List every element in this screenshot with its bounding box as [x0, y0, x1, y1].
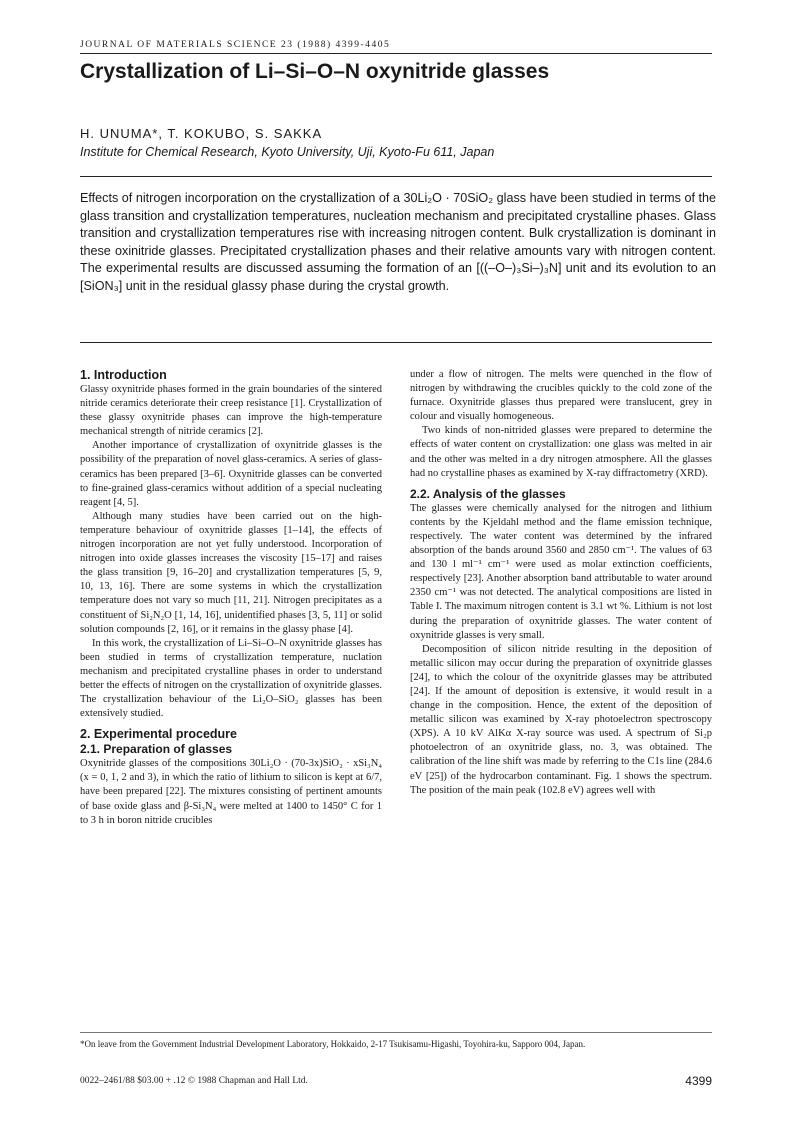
- author-list: H. UNUMA*, T. KOKUBO, S. SAKKA: [80, 126, 323, 141]
- copyright-line: 0022–2461/88 $03.00 + .12 © 1988 Chapman and Hall Ltd.: [80, 1076, 308, 1086]
- body-paragraph: Decomposition of silicon nitride resulting in the deposition of metallic silicon may occur during the preparation of oxynitride glasses [24], to which the colour of the oxynitride glasses may be attributed [24]. If the amount of deposition is extensive, it would result in a change in the composition. Hence, the extent of the deposition of metallic silicon was examined by X-ray photoelectron spectroscopy (XPS). A 10 kV AlKα X-ray source was used. A spectrum of Si₂p photoelectron of an oxynitride glass, no. 3, was obtained. The calibration of the line shift was made by referring to the C1s line (284.6 eV [25]) of the hydrocarbon contaminant. Fig. 1 shows the spectrum. The position of the main peak (102.8 eV) agrees well with: [410, 643, 712, 796]
- body-paragraph: Two kinds of non-nitrided glasses were prepared to determine the effects of water content on crystallization: one glass was melted in air and the other was melted in a dry nitrogen atmosphere. All the glasses had no crystalline phases as examined by X-ray diffractometry (XRD).: [410, 425, 712, 479]
- page-number: 4399: [685, 1074, 712, 1088]
- journal-header: JOURNAL OF MATERIALS SCIENCE 23 (1988) 4399-4405: [80, 40, 391, 50]
- left-column: [80, 368, 382, 828]
- body-paragraph: Although many studies have been carried out on the high-temperature behaviour of oxynitride glasses [1–14], the effects of nitrogen incorporation are not yet fully understood. Incorporation of nitrogen into oxide glasses increases the viscosity [15–17] and raises the glass transition [9, 16–20] and crystallization temperatures [5, 9, 10, 13, 16]. There are some systems in which the crystallization temperature does not vary so much [11, 21]. Nitrogen precipitates as a constituent of Si₂N₂O [1, 14, 16], unidentified phases [3, 5, 11] or solid solution compounds [2, 16], or it remains in the glassy phase [4].: [80, 510, 382, 635]
- abstract-top-rule: [80, 176, 712, 177]
- body-paragraph: under a flow of nitrogen. The melts were quenched in the flow of nitrogen by withdrawing the crucibles quickly to the cold zone of the furnace. Oxynitride glasses thus prepared were translucent, grey in colour and visually homogeneous.: [410, 369, 712, 423]
- body-paragraph: The glasses were chemically analysed for the nitrogen and lithium contents by the Kjeldahl method and the flame emission technique, respectively. The water content was determined by the infrared absorption of the bands around 3560 and 2850 cm⁻¹. The values of 63 and 130 l ml⁻¹ cm⁻¹ were used as molar extinction coefficients, respectively [23]. Another absorption band attributable to water around 2350 cm⁻¹ was not detected. The analytical compositions are listed in Table I. The maximum nitrogen content is 3.1 wt %. Lithium is not lost during the preparation of oxynitride glasses. The water content of oxynitride glasses is very small.: [410, 502, 712, 641]
- section-heading-experimental: 2. Experimental procedure: [80, 727, 238, 742]
- abstract: Effects of nitrogen incorporation on the crystallization of a 30Li₂O · 70SiO₂ glass have been studied in terms of the glass transition and crystallization temperatures, nucleation mechanism and precipitated crystalline phases. Glass transition and crystallization temperatures rise with increasing nitrogen content. Bulk crystallization is dominant in these oxinitride glasses. Precipitated crystallization phases and their relative amounts vary with nitrogen content. The experimental results are discussed assuming the formation of an [((–O–)₃Si–)₃N] unit and its evolution to an [SiON₃] unit in the residual glassy phase during the crystal growth.: [80, 191, 716, 293]
- section-heading-introduction: 1. Introduction: [80, 368, 167, 382]
- body-paragraph: In this work, the crystallization of Li–Si–O–N oxynitride glasses has been studied in terms of crystallization temperature, nuclation mechanism and precipitated crystalline phases in order to understand better the effects of nitrogen on the crystallization of oxynitride glasses. The crystallization behaviour of the Li₂O–SiO₂ glasses has been extensively studied.: [80, 637, 382, 720]
- header-rule: [80, 53, 712, 54]
- right-column: [410, 368, 712, 798]
- author-affiliation: Institute for Chemical Research, Kyoto University, Uji, Kyoto-Fu 611, Japan: [80, 145, 495, 159]
- body-paragraph: Another importance of crystallization of oxynitride glasses is the possibility of the preparation of novel glass-ceramics. A series of glass-ceramics has been prepared [3–6]. Oxynitride glasses can be converted to fine-grained glass-ceramics without addition of a special nucleating reagent [4, 5].: [80, 440, 382, 508]
- subsection-heading-analysis: 2.2. Analysis of the glasses: [410, 486, 566, 501]
- subsection-heading-preparation: 2.1. Preparation of glasses: [80, 742, 233, 757]
- author-footnote: *On leave from the Government Industrial Development Laboratory, Hokkaido, 2-17 Tsukisamu-Higashi, Toyohira-ku, Sapporo 004, Japan.: [80, 1039, 586, 1049]
- body-paragraph: Glassy oxynitride phases formed in the grain boundaries of the sintered nitride ceramics deteriorate their creep resistance [1]. Crystallization of these glassy oxynitride phases can improve the high-temperature mechanical strength of nitride ceramics [2].: [80, 384, 382, 438]
- footnote-rule: [80, 1032, 712, 1033]
- abstract-bottom-rule: [80, 342, 712, 343]
- body-paragraph: Oxynitride glasses of the compositions 30Li₂O · (70-3x)SiO₂ · xSi₃N₄ (x = 0, 1, 2 and 3), in which the ratio of lithium to silicon is kept at 6/7, have been prepared [22]. The mixtures consisting of pertinent amounts of base oxide glass and β-Si₃N₄ were melted at 1400 to 1450° C for 1 to 3 h in boron nitride crucibles: [80, 758, 382, 826]
- article-title: Crystallization of Li–Si–O–N oxynitride glasses: [80, 60, 550, 83]
